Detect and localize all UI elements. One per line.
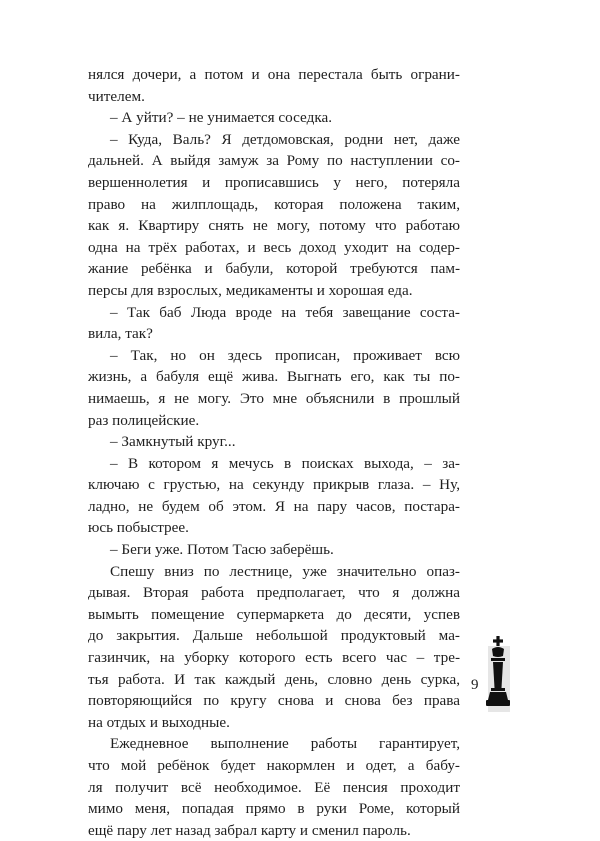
text-line: нялся дочери, а потом и она перестала быть ограни- [88, 66, 460, 83]
text-line: вершеннолетия и прописавшись у него, потеряла [88, 173, 460, 191]
text-line: нимаешь, я не могу. Это мне объяснили в прошлый [88, 389, 460, 407]
text-line: что мой ребёнок будет накормлен и одет, а бабу- [88, 757, 460, 774]
text-line: дывая. Вторая работа предполагает, что я должна [88, 584, 460, 602]
text-line: – Замкнутый круг... [110, 433, 236, 451]
text-line: – Так баб Люда вроде на тебя завещание соста- [110, 303, 460, 321]
text-line: ещё пару лет назад забрал карту и сменил пароль. [88, 821, 411, 839]
text-line: персы для взрослых, медикаменты и хорошая еда. [88, 281, 413, 299]
text-line: повторяющийся по кругу снова и снова без права [88, 692, 460, 710]
text-line: – Беги уже. Потом Тасю заберёшь. [110, 541, 334, 559]
text-line: вила, так? [88, 325, 153, 343]
text-line: газинчик, на уборку которого есть всего час – тре- [88, 649, 460, 667]
text-line: вымыть помещение супермаркета до десяти, успев [88, 605, 460, 623]
text-line: юсь побыстрее. [88, 519, 189, 537]
text-line: право на жилплощадь, которая положена таким, [88, 195, 460, 213]
text-line: жание ребёнка и бабули, которой требуются пам- [88, 260, 460, 278]
text-line: – Куда, Валь? Я детдомовская, родни нет, даже [110, 130, 460, 148]
text-line: ладно, не будем об этом. Я на пару часов, постара- [88, 497, 460, 515]
text-line: раз полицейские. [88, 411, 200, 429]
page-number: 9 [471, 677, 479, 693]
text-line: дальней. А выйдя замуж за Рому по наступлении со- [88, 152, 460, 170]
text-line: тья работа. И так каждый день, словно день сурка, [88, 670, 460, 688]
text-line: – А уйти? – не унимается соседка. [110, 109, 333, 127]
text-line: одна на трёх работах, и весь доход уходит на содер- [88, 238, 460, 256]
body-text [88, 64, 460, 841]
text-line: Ежедневное выполнение работы гарантирует, [110, 735, 460, 753]
text-line: ля получит всё необходимое. Её пенсия проходит [88, 778, 460, 796]
text-line: жизнь, а бабуля ещё жива. Выгнать его, как ты по- [88, 368, 460, 386]
text-line: до закрытия. Дальше небольшой продуктовый ма- [88, 627, 460, 645]
text-line: ключаю с грустью, на секунду прикрыв глаза. – Ну, [88, 476, 460, 494]
text-line: чителем. [88, 87, 145, 105]
text-line: на отдых и выходные. [88, 713, 230, 731]
text-line: Спешу вниз по лестнице, уже значительно опаз- [110, 562, 460, 580]
text-line: – Так, но он здесь прописан, проживает всю [110, 346, 460, 364]
text-line: – В котором я мечусь в поисках выхода, – за- [110, 454, 460, 472]
text-line: как я. Квартиру снять не могу, потому что работаю [88, 217, 460, 235]
chess-king-icon [482, 636, 514, 716]
text-line: мимо меня, попадая прямо в руки Роме, который [88, 800, 460, 818]
